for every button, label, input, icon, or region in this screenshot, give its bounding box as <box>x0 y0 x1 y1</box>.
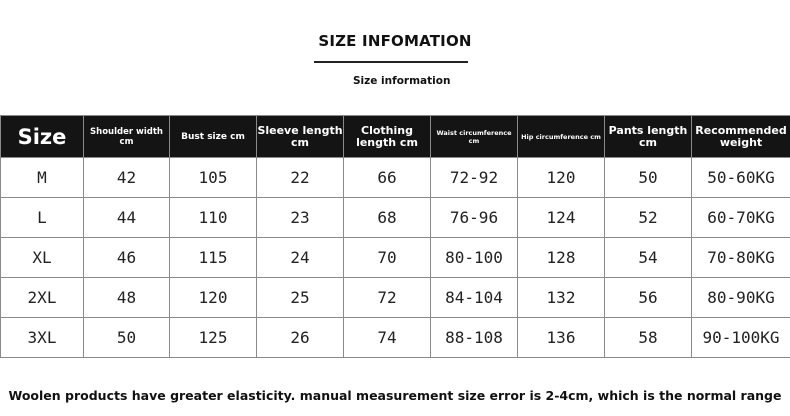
cell-sleeve: 24 <box>257 238 344 278</box>
cell-hip: 132 <box>518 278 605 318</box>
header-recommended-weight: Recommended weight <box>692 116 790 158</box>
cell-sleeve: 26 <box>257 318 344 358</box>
cell-clothing-length: 74 <box>344 318 431 358</box>
cell-waist: 88-108 <box>431 318 518 358</box>
cell-clothing-length: 72 <box>344 278 431 318</box>
cell-bust: 125 <box>170 318 257 358</box>
cell-weight: 50-60KG <box>692 158 790 198</box>
cell-shoulder: 46 <box>84 238 170 278</box>
header-sleeve: Sleeve length cm <box>257 116 344 158</box>
footer-note: Woolen products have greater elasticity. manual measurement size error is 2-4cm, which is the normal range <box>8 388 782 403</box>
table-row <box>1 198 790 238</box>
cell-size: L <box>1 198 84 238</box>
cell-size: 3XL <box>1 318 84 358</box>
cell-pants-length: 50 <box>605 158 692 198</box>
cell-pants-length: 54 <box>605 238 692 278</box>
cell-sleeve: 25 <box>257 278 344 318</box>
cell-waist: 72-92 <box>431 158 518 198</box>
cell-size: XL <box>1 238 84 278</box>
header-pants-length: Pants length cm <box>605 116 692 158</box>
cell-hip: 124 <box>518 198 605 238</box>
cell-clothing-length: 68 <box>344 198 431 238</box>
cell-hip: 136 <box>518 318 605 358</box>
cell-size: 2XL <box>1 278 84 318</box>
cell-sleeve: 22 <box>257 158 344 198</box>
cell-size: M <box>1 158 84 198</box>
cell-sleeve: 23 <box>257 198 344 238</box>
cell-shoulder: 48 <box>84 278 170 318</box>
cell-bust: 115 <box>170 238 257 278</box>
title-underline <box>314 61 468 63</box>
cell-weight: 60-70KG <box>692 198 790 238</box>
cell-pants-length: 52 <box>605 198 692 238</box>
header-bust: Bust size cm <box>170 116 257 158</box>
cell-weight: 90-100KG <box>692 318 790 358</box>
cell-waist: 80-100 <box>431 238 518 278</box>
cell-clothing-length: 70 <box>344 238 431 278</box>
cell-pants-length: 56 <box>605 278 692 318</box>
header-shoulder: Shoulder width cm <box>84 116 170 158</box>
cell-shoulder: 42 <box>84 158 170 198</box>
cell-bust: 120 <box>170 278 257 318</box>
header-waist: Waist circumference cm <box>431 116 518 158</box>
table-row <box>1 238 790 278</box>
table-row <box>1 158 790 198</box>
cell-waist: 84-104 <box>431 278 518 318</box>
cell-hip: 120 <box>518 158 605 198</box>
table-row <box>1 318 790 358</box>
cell-weight: 80-90KG <box>692 278 790 318</box>
cell-pants-length: 58 <box>605 318 692 358</box>
cell-clothing-length: 66 <box>344 158 431 198</box>
cell-hip: 128 <box>518 238 605 278</box>
page-title: SIZE INFOMATION <box>318 32 472 50</box>
cell-shoulder: 44 <box>84 198 170 238</box>
cell-waist: 76-96 <box>431 198 518 238</box>
cell-bust: 105 <box>170 158 257 198</box>
header-clothing-length: Clothing length cm <box>344 116 431 158</box>
cell-shoulder: 50 <box>84 318 170 358</box>
header-hip: Hip circumference cm <box>518 116 605 158</box>
subtitle: Size information <box>353 75 451 87</box>
table-row <box>1 278 790 318</box>
header-size: Size <box>1 116 84 158</box>
size-table <box>0 115 790 358</box>
cell-weight: 70-80KG <box>692 238 790 278</box>
cell-bust: 110 <box>170 198 257 238</box>
table-header-row <box>1 116 790 158</box>
